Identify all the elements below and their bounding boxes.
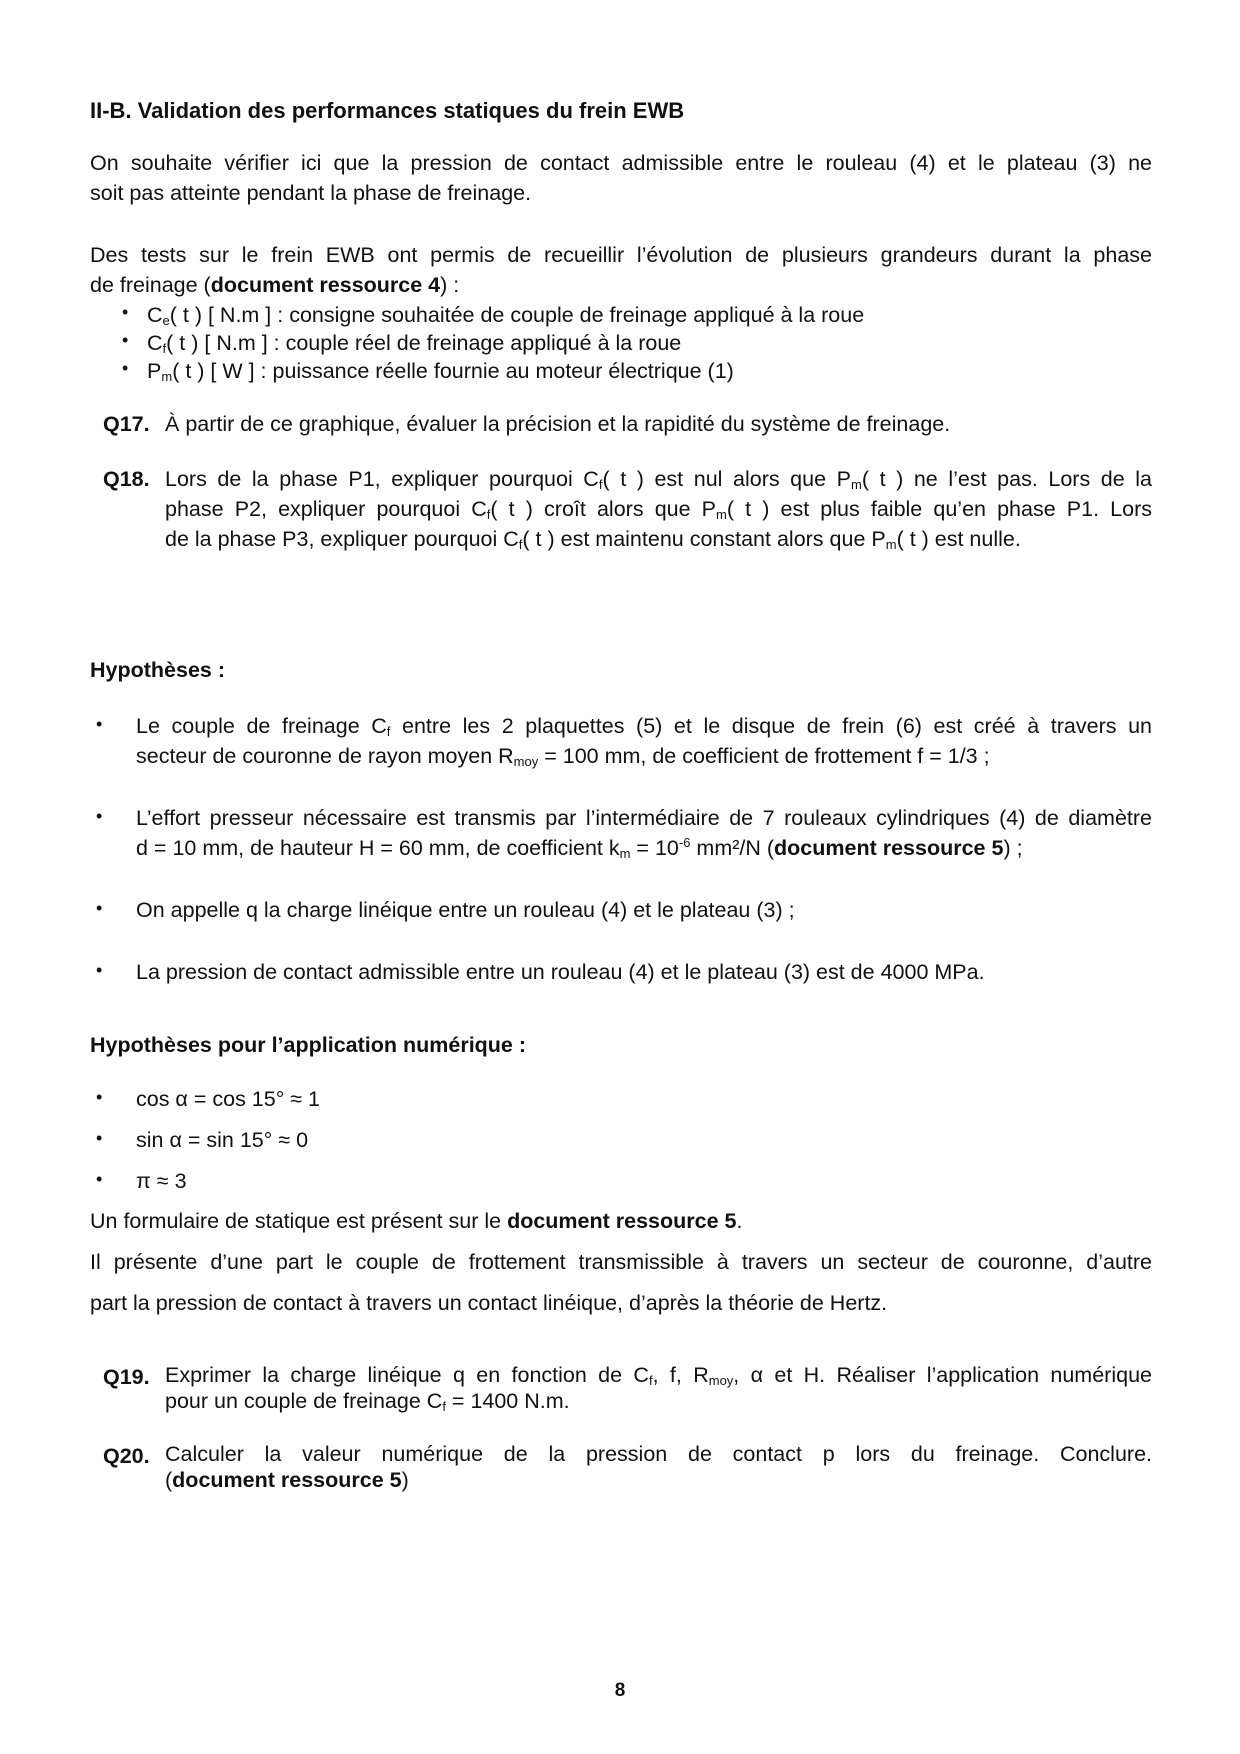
q17-label: Q17. <box>103 412 150 436</box>
form-line-2: Il présente d’une part le couple de frottement transmissible à travers un secteur de couronne, d’autre <box>90 1250 1152 1274</box>
hyp-2-line-2: d = 10 mm, de hauteur H = 60 mm, de coefficient $k_m = 10^{-6}$ mm²/N (document ressource 5) ; <box>136 835 1023 861</box>
bullet-icon: • <box>96 898 103 918</box>
hyp-4: La pression de contact admissible entre un rouleau (4) et le plateau (3) est de 4000 MPa. <box>136 960 985 984</box>
var-item-ce: $C_e$( t ) [ N.m ] : consigne souhaitée de couple de freinage appliqué à la roue <box>147 303 865 328</box>
bullet-icon: • <box>96 1128 103 1148</box>
bullet-icon: • <box>96 960 103 980</box>
hyp-1-line-1: Le couple de freinage $C_f$ entre les 2 plaquettes (5) et le disque de frein (6) est créé à travers un <box>136 714 1152 739</box>
q20-line-1: Calculer la valeur numérique de la pression de contact p lors du freinage. Conclure. <box>165 1442 1152 1466</box>
var-item-pm: $P_m$( t ) [ W ] : puissance réelle fournie au moteur électrique (1) <box>147 359 734 384</box>
bullet-icon: • <box>122 302 129 322</box>
hyp-num-sin: sin α = sin 15° ≈ 0 <box>136 1128 309 1152</box>
tests-line-1: Des tests sur le frein EWB ont permis de recueillir l’évolution de plusieurs grandeurs durant la phase <box>90 243 1152 267</box>
var-item-cf: $C_f$( t ) [ N.m ] : couple réel de freinage appliqué à la roue <box>147 331 682 356</box>
bullet-icon: • <box>122 330 129 350</box>
hyp-num-title: Hypothèses pour l’application numérique : <box>90 1033 527 1057</box>
hyp-num-pi: π ≈ 3 <box>136 1169 187 1193</box>
q18-label: Q18. <box>103 467 150 491</box>
tests-line-2: de freinage (document ressource 4) : <box>90 273 460 297</box>
hyp-3: On appelle q la charge linéique entre un rouleau (4) et le plateau (3) ; <box>136 898 795 922</box>
intro-line-2: soit pas atteinte pendant la phase de freinage. <box>90 181 532 205</box>
form-line-1: Un formulaire de statique est présent sur le document ressource 5. <box>90 1209 743 1233</box>
bullet-icon: • <box>96 1087 103 1107</box>
hyp-num-cos: cos α = cos 15° ≈ 1 <box>136 1087 321 1111</box>
page-number: 8 <box>614 1680 626 1701</box>
q20-label: Q20. <box>103 1444 150 1468</box>
bullet-icon: • <box>96 714 103 734</box>
bullet-icon: • <box>122 358 129 378</box>
q18-line-3: de la phase P3, expliquer pourquoi $C_f$( t ) est maintenu constant alors que $P_m$( t ) est nulle. <box>165 527 1021 552</box>
hypotheses-title: Hypothèses : <box>90 658 226 682</box>
q19-line-2: pour un couple de freinage $C_f = 1400$ N.m. <box>165 1389 570 1414</box>
hyp-2-line-1: L’effort presseur nécessaire est transmis par l’intermédiaire de 7 rouleaux cylindriques (4) de diamètre <box>136 806 1152 830</box>
q17-text: À partir de ce graphique, évaluer la précision et la rapidité du système de freinage. <box>165 412 951 436</box>
q19-line-1: Exprimer la charge linéique q en fonction de $C_f$, f, $R_{moy}$, α et H. Réaliser l’application numérique <box>165 1363 1152 1388</box>
bullet-icon: • <box>96 1169 103 1189</box>
hyp-1-line-2: secteur de couronne de rayon moyen $R_{moy} = 100$ mm, de coefficient de frottement f = 1/3 ; <box>136 744 990 769</box>
q18-line-1: Lors de la phase P1, expliquer pourquoi $C_f$( t ) est nul alors que $P_m$( t ) ne l’est pas. Lors de la <box>165 467 1153 492</box>
q20-line-2: (document ressource 5) <box>165 1468 409 1492</box>
form-line-3: part la pression de contact à travers un contact linéique, d’après la théorie de Hertz. <box>90 1291 888 1315</box>
section-title: II-B. Validation des performances statiques du frein EWB <box>90 98 685 123</box>
q18-line-2: phase P2, expliquer pourquoi $C_f$( t ) croît alors que $P_m$( t ) est plus faible qu’en phase P1. Lors <box>165 497 1153 522</box>
bullet-icon: • <box>96 806 103 826</box>
intro-line-1: On souhaite vérifier ici que la pression de contact admissible entre le rouleau (4) et le plateau (3) ne <box>90 151 1152 175</box>
q19-label: Q19. <box>103 1365 150 1389</box>
